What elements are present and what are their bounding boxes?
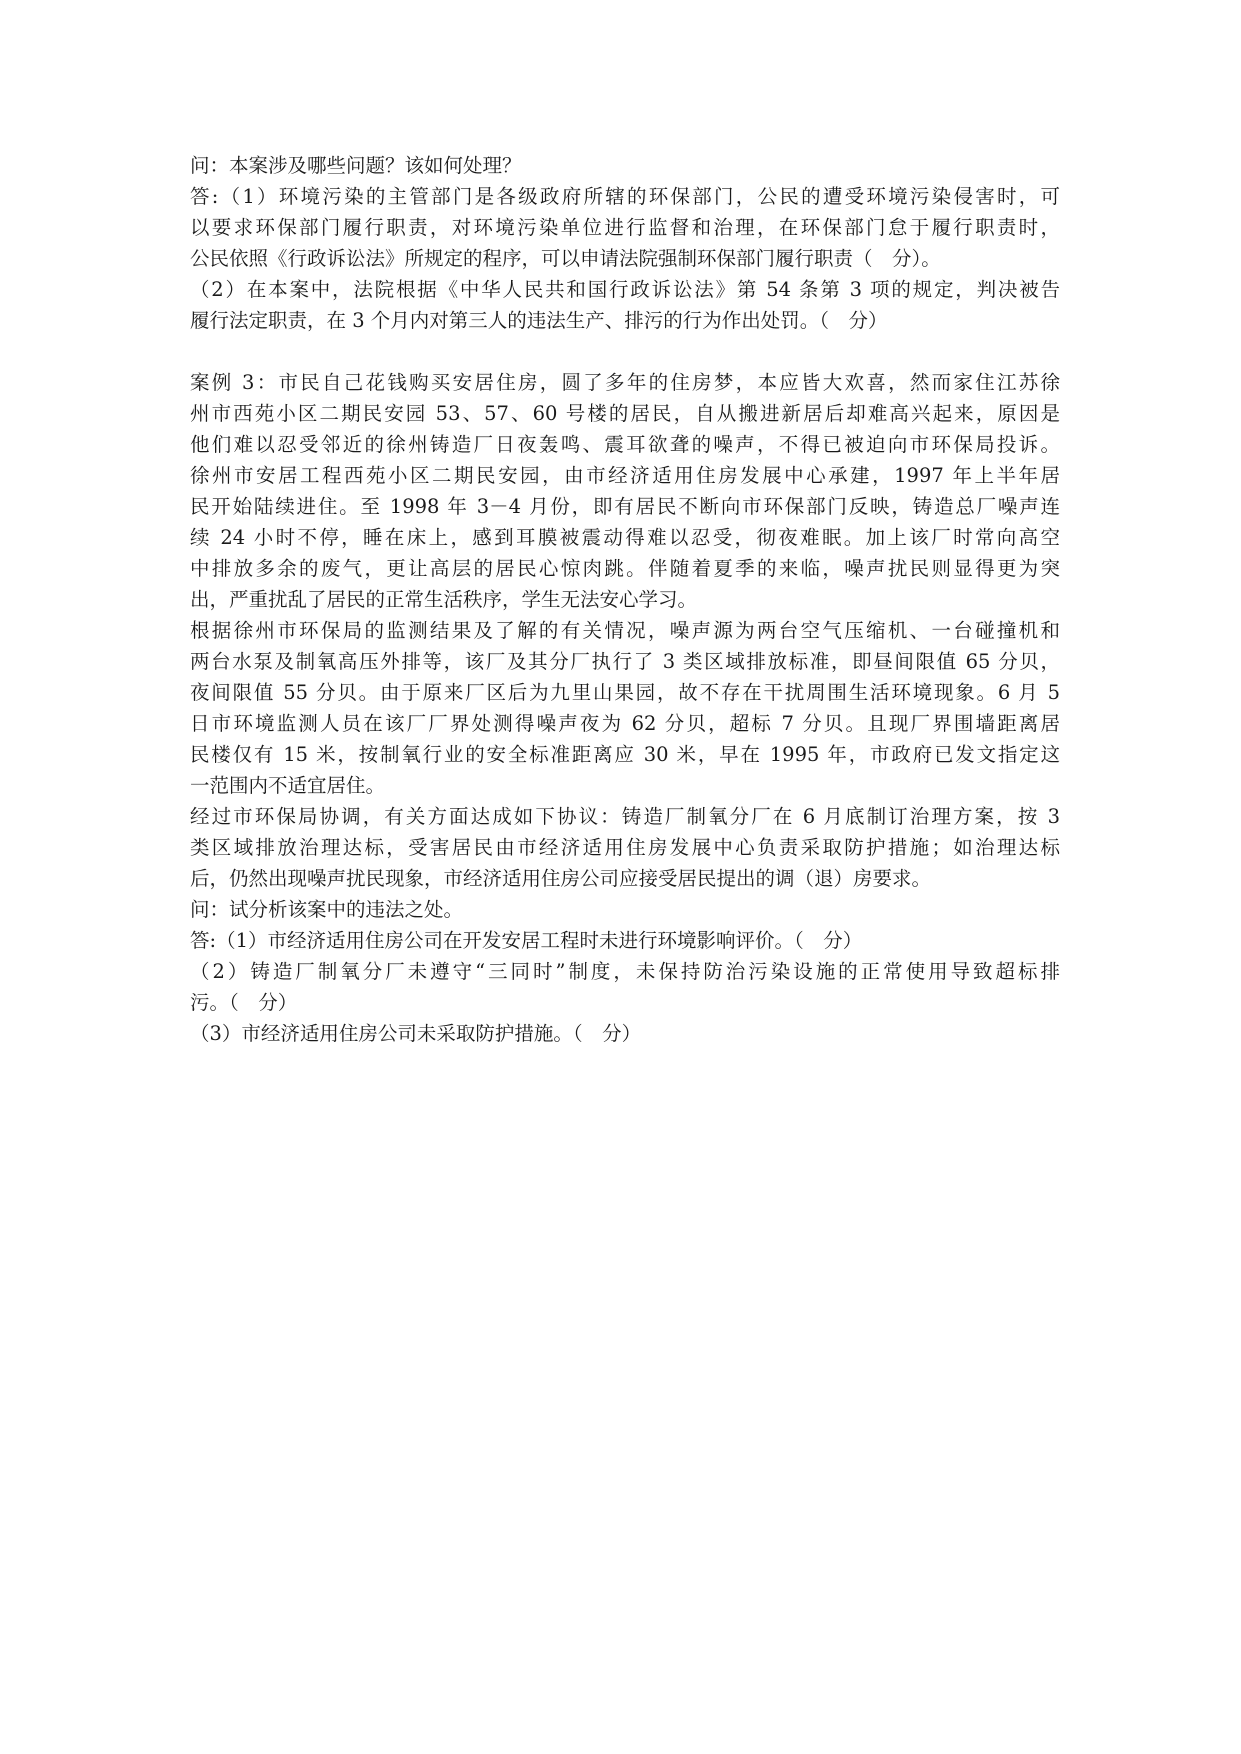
monitor-line-1: 根据徐州市环保局的监测结果及了解的有关情况，噪声源为两台空气压缩机、一台碰撞机和 xyxy=(190,619,1060,642)
paragraph-gap xyxy=(190,336,1060,367)
document-page xyxy=(190,150,1060,1049)
monitor-line-2: 两台水泵及制氧高压外排等，该厂及其分厂执行了 3 类区域排放标准，即昼间限值 65 分贝， xyxy=(190,650,1060,673)
answer2-line-3: 污。（ 分） xyxy=(190,991,298,1014)
case-line-1: 案例 3：市民自己花钱购买安居住房，圆了多年的住房梦，本应皆大欢喜，然而家住江苏徐 xyxy=(190,371,1060,394)
answer-line-2: 以要求环保部门履行职责，对环境污染单位进行监督和治理，在环保部门怠于履行职责时， xyxy=(190,216,1060,239)
answer-line-5: 履行法定职责，在 3 个月内对第三人的违法生产、排污的行为作出处罚。（ 分） xyxy=(190,309,888,332)
monitor-line-5: 民楼仅有 15 米，按制氧行业的安全标准距离应 30 米，早在 1995 年，市政府已发文指定这 xyxy=(190,743,1060,766)
monitor-line-4: 日市环境监测人员在该厂厂界处测得噪声夜为 62 分贝，超标 7 分贝。且现厂界围墙距离居 xyxy=(190,712,1060,735)
answer-line-3: 公民依照《行政诉讼法》所规定的程序，可以申请法院强制环保部门履行职责（ 分）。 xyxy=(190,247,941,270)
agreement-line-1: 经过市环保局协调，有关方面达成如下协议：铸造厂制氧分厂在 6 月底制订治理方案，按 3 xyxy=(190,805,1060,828)
agreement-line-2: 类区域排放治理达标，受害居民由市经济适用住房发展中心负责采取防护措施；如治理达标 xyxy=(190,836,1060,859)
case-line-7: 中排放多余的废气，更让高层的居民心惊肉跳。伴随着夏季的来临，噪声扰民则显得更为突 xyxy=(190,557,1060,580)
monitor-line-3: 夜间限值 55 分贝。由于原来厂区后为九里山果园，故不存在干扰周围生活环境现象。6 月 5 xyxy=(190,681,1060,704)
monitor-line-6: 一范围内不适宜居住。 xyxy=(190,774,386,797)
case-line-3: 他们难以忍受邻近的徐州铸造厂日夜轰鸣、震耳欲聋的噪声，不得已被迫向市环保局投诉。 xyxy=(190,433,1060,456)
answer-line-1: 答:（1）环境污染的主管部门是各级政府所辖的环保部门，公民的遭受环境污染侵害时，可 xyxy=(190,185,1060,208)
answer2-line-2: （2）铸造厂制氧分厂未遵守“三同时”制度，未保持防治污染设施的正常使用导致超标排 xyxy=(190,960,1060,983)
question-line-2: 问：试分析该案中的违法之处。 xyxy=(190,898,464,921)
case-line-6: 续 24 小时不停，睡在床上，感到耳膜被震动得难以忍受，彻夜难眠。加上该厂时常向高空 xyxy=(190,526,1060,549)
case-line-2: 州市西苑小区二期民安园 53、57、60 号楼的居民，自从搬进新居后却难高兴起来，原因是 xyxy=(190,402,1060,425)
answer2-line-1: 答:（1）市经济适用住房公司在开发安居工程时未进行环境影响评价。（ 分） xyxy=(190,929,863,952)
answer2-line-4: （3）市经济适用住房公司未采取防护措施。（ 分） xyxy=(190,1022,642,1045)
case-line-5: 民开始陆续进住。至 1998 年 3－4 月份，即有居民不断向市环保部门反映，铸造总厂噪声连 xyxy=(190,495,1060,518)
case-line-4: 徐州市安居工程西苑小区二期民安园，由市经济适用住房发展中心承建，1997 年上半年居 xyxy=(190,464,1060,487)
agreement-line-3: 后，仍然出现噪声扰民现象，市经济适用住房公司应接受居民提出的调（退）房要求。 xyxy=(190,867,932,890)
question-line-1: 问：本案涉及哪些问题？该如何处理？ xyxy=(190,154,522,177)
case-line-8: 出，严重扰乱了居民的正常生活秩序，学生无法安心学习。 xyxy=(190,588,698,611)
answer-line-4: （2）在本案中，法院根据《中华人民共和国行政诉讼法》第 54 条第 3 项的规定，判决被告 xyxy=(190,278,1060,301)
